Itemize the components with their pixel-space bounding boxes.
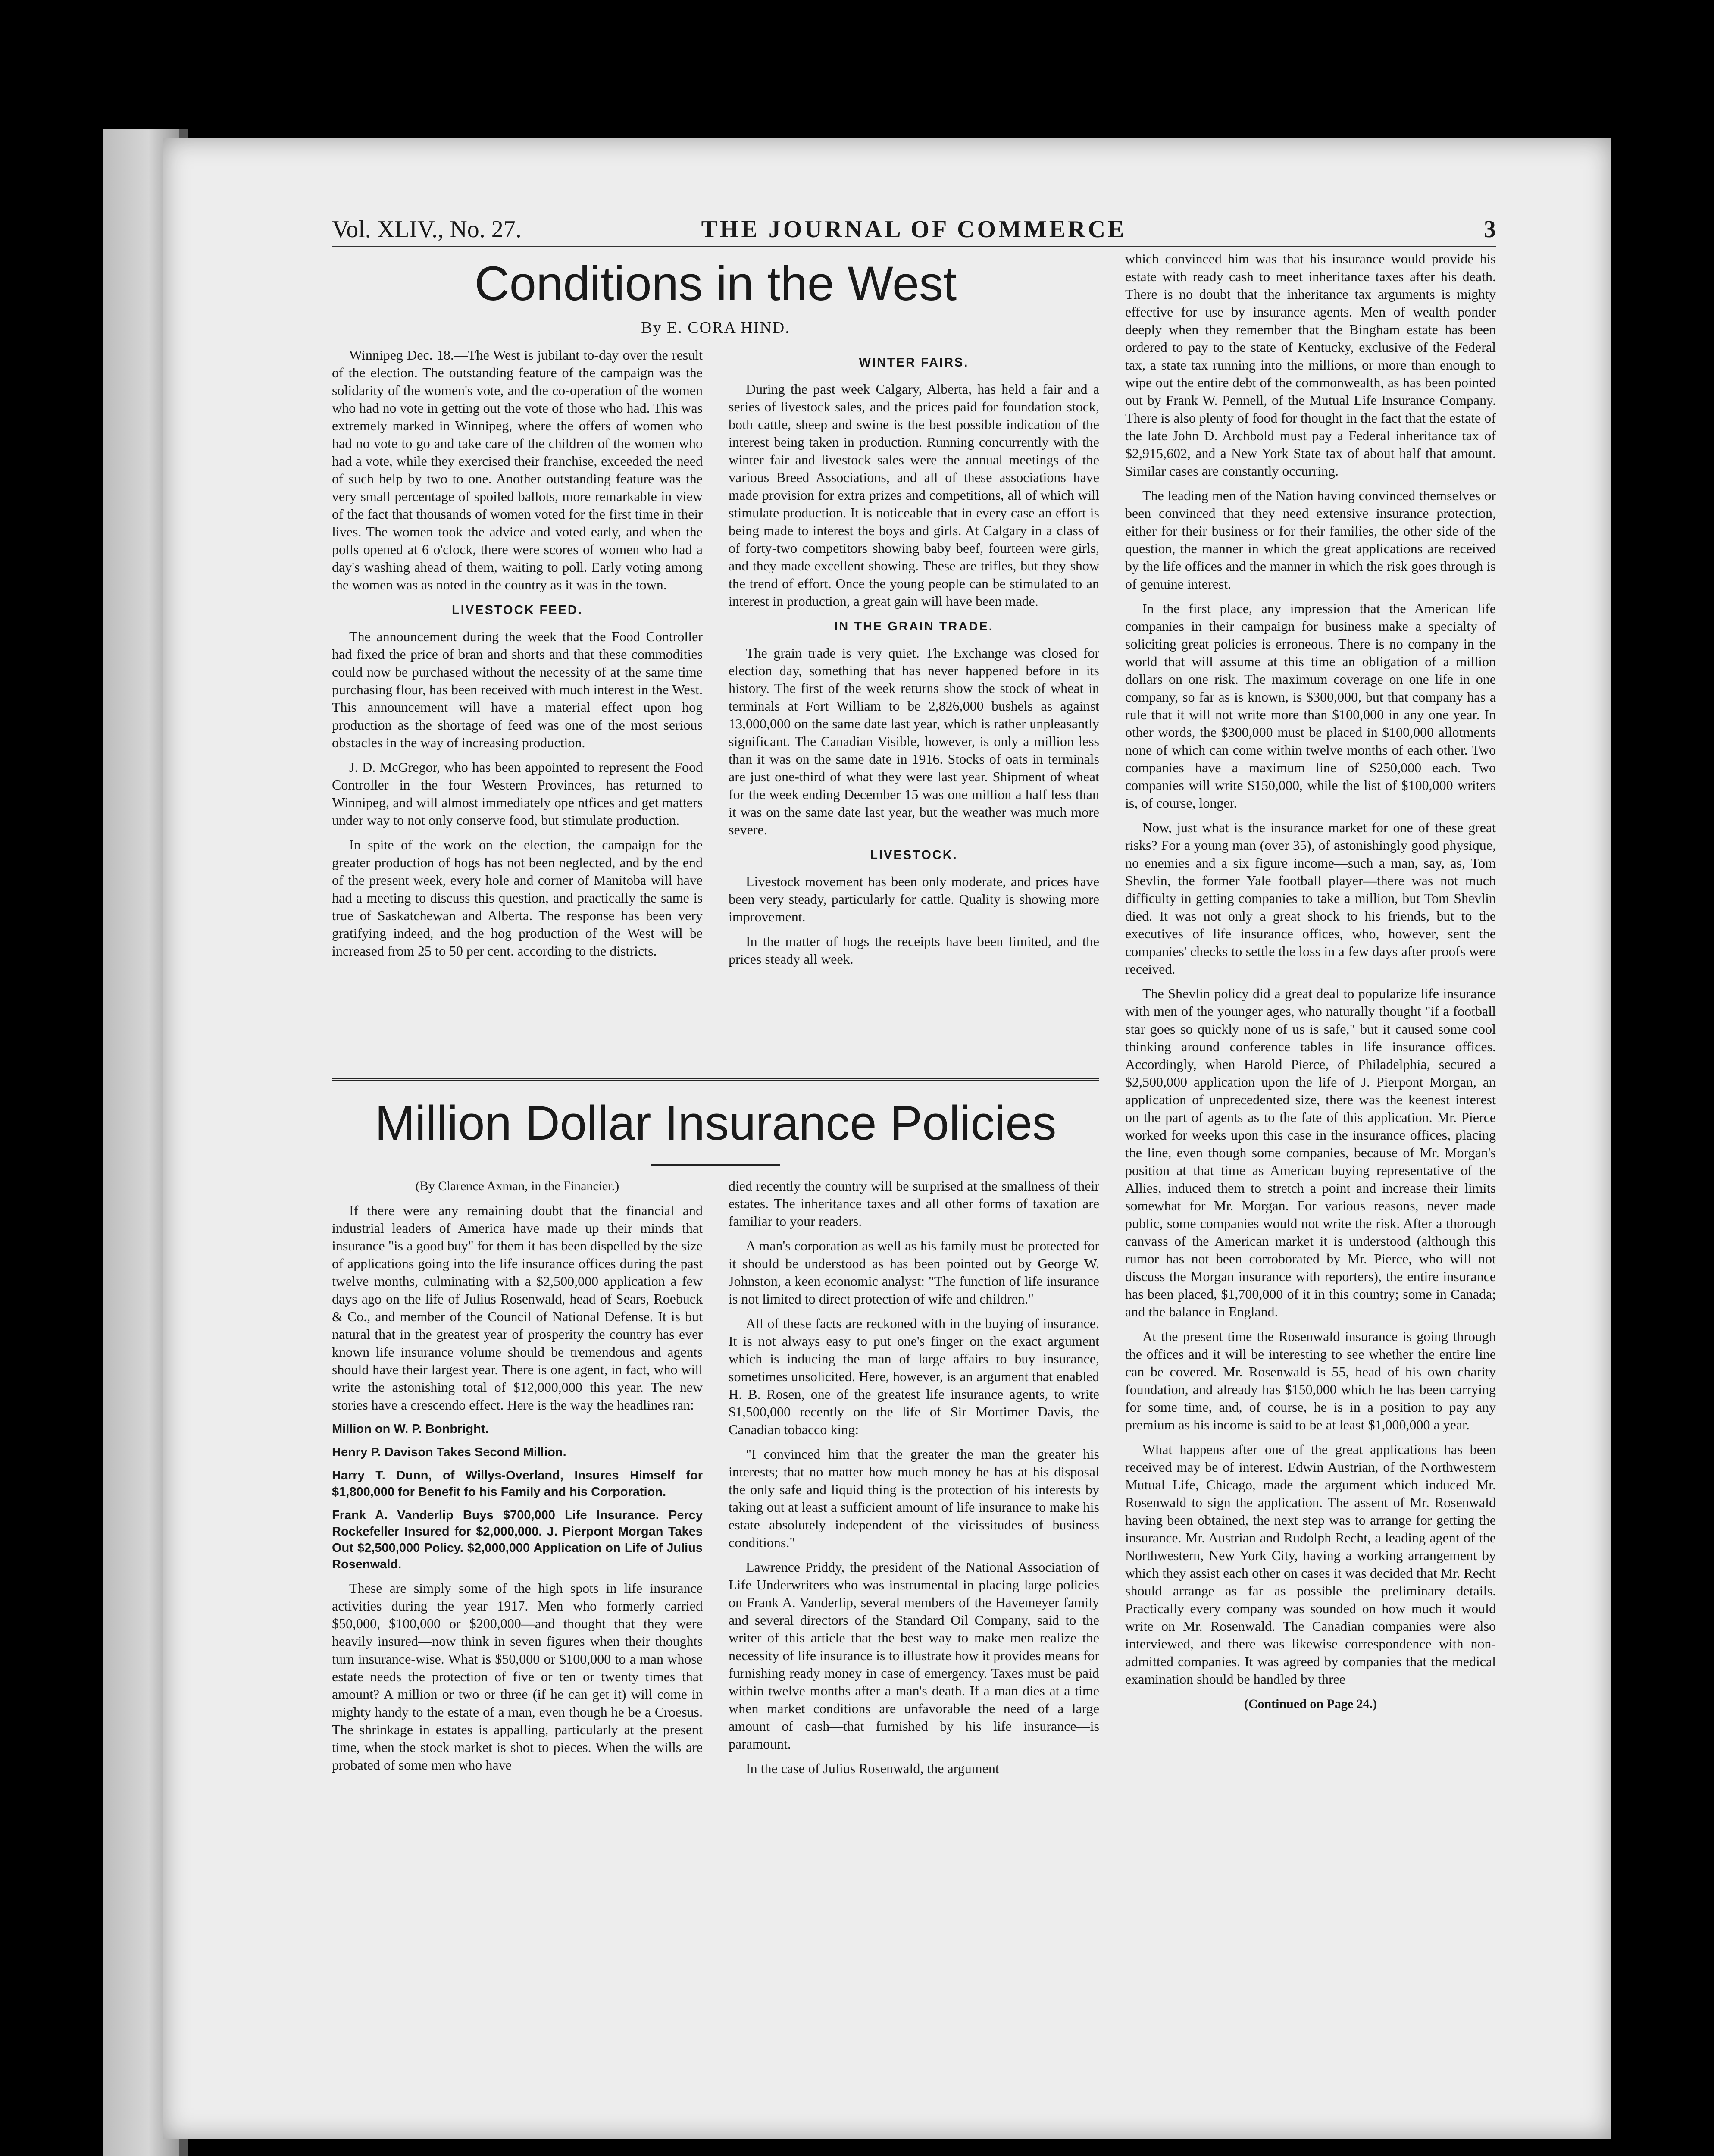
volume-number: Vol. XLIV., No. 27. <box>332 216 522 243</box>
article1-byline: By E. CORA HIND. <box>641 319 790 337</box>
paragraph: died recently the country will be surprised at the smallness of their estates. The inheritance taxes and all other forms of taxation are familiar to your readers. <box>729 1178 1099 1229</box>
article2-credit: (By Clarence Axman, in the Financier.) <box>415 1179 619 1193</box>
page-content <box>332 211 1496 1776</box>
article1-column-1 <box>332 346 703 967</box>
paragraph: J. D. McGregor, who has been appointed to represent the Food Controller in the four Western Provinces, has returned to Winnipeg, and will almost immediately ope ntfices and get matters under way to not only conserve food, but stimulate production. <box>332 759 703 828</box>
article2-column-1 <box>332 1177 703 1781</box>
paragraph: In the matter of hogs the receipts have been limited, and the prices steady all week. <box>729 934 1099 967</box>
paragraph: In spite of the work on the election, the campaign for the greater production of hogs has not been neglected, and by the end of the present week, every hole and corner of Manitoba will have had a meeting to discuss this question, and practically the same is true of Saskatchewan and Alberta. The response has been very gratifying indeed, and the hog production of the West will be increased from 25 to 50 per cent. according to the districts. <box>332 837 703 959</box>
paragraph: What happens after one of the great applications has been received may be of interest. Edwin Austrian, of the Northwestern Mutual Life, Chicago, made the argument which induced Mr. Rosenwald to sign the application. The assent of Mr. Rosenwald having been obtained, the next step was to arrange for getting the insurance. Mr. Austrian and Rudolph Recht, a leading agent of the Northwestern, New York City, having a working arrangement by which they assist each other on cases it was decided that Mr. Recht should arrange as far as possible the preliminary details. Practically every company was sounded on how much it would write on Mr. Rosenwald. The Canadian companies were also interviewed, and there was likewise correspondence with non-admitted companies. It was agreed by companies that the medical examination should be handled by three <box>1125 1442 1496 1687</box>
newspaper-page <box>163 138 1611 2139</box>
grain-trade-heading: IN THE GRAIN TRADE. <box>834 620 994 633</box>
paragraph: Lawrence Priddy, the president of the National Association of Life Underwriters who was instrumental in placing large policies on Frank A. Vanderlip, several members of the Havemeyer family and several directors of the Standard Oil Company, said to the writer of this article that the best way to make men realize the necessity of life insurance is to illustrate how it provides means for furnishing ready money in case of emergency. Taxes must be paid within twelve months after a man's death. If a man dies at a time when market conditions are unfavorable the need of a large amount of cash—that furnished by his life insurance—is paramount. <box>729 1559 1099 1752</box>
journal-title: THE JOURNAL OF COMMERCE <box>701 216 1127 243</box>
running-header <box>332 211 1496 247</box>
paragraph: A man's corporation as well as his family must be protected for it should be understood as has been pointed out by George W. Johnston, a keen economic analyst: "The function of life insurance is not limited to direct protection of wife and children." <box>729 1238 1099 1307</box>
headline-item: Million on W. P. Bonbright. <box>332 1422 489 1436</box>
paragraph: If there were any remaining doubt that the financial and industrial leaders of America have made up their minds that insurance "is a good buy" for them it has been dispelled by the size of applications going into the life insurance offices during the past twelve months, culminating with a $2,500,000 application a few days ago on the life of Julius Rosenwald, head of Sears, Roebuck & Co., and member of the Council of National Defense. It is but natural that in the greatest year of prosperity the country has ever known life insurance volume should be tremendous and agents should have their largest year. There is one agent, in fact, who will write the astonishing total of $12,000,000 this year. The new stories have a crescendo effect. Here is the way the headlines ran: <box>332 1203 703 1413</box>
article1-column-2 <box>729 346 1099 975</box>
paragraph: Winnipeg Dec. 18.—The West is jubilant to-day over the result of the election. The outstanding feature of the campaign was the solidarity of the women's vote, and the co-operation of the women who had no vote in getting out the vote of those who had. This was extremely marked in Winnipeg, where the offers of women who had no vote to go and take care of the children of the women who had a vote, while they exercised their franchise, exceeded the need of such help by two to one. Another outstanding feature was the very small percentage of spoiled ballots, more remarkable in view of the fact that thousands of women voted for the first time in their lives. The women took the advice and voted early, and when the polls opened at 6 o'clock, there were scores of women who had a day's washing ahead of them, waiting to poll. Early voting among the women was as noted in the country as it was in the town. <box>332 347 703 592</box>
paragraph: The announcement during the week that the Food Controller had fixed the price of bran and shorts and that these commodities could now be purchased without the necessity of at the same time purchasing flour, has been received with much interest in the West. This announcement will have a material effect upon hog production as the shortage of feed was one of the most serious obstacles in the way of increasing production. <box>332 629 703 750</box>
paragraph: All of these facts are reckoned with in the buying of insurance. It is not always easy to put one's finger on the exact argument which is inducing the man of large affairs to buy insurance, sometimes unsolicited. Here, however, is an argument that enabled H. B. Rosen, one of the greatest life insurance agents, to write $1,500,000 recently on the life of Sir Mortimer Davis, the Canadian tobacco king: <box>729 1316 1099 1437</box>
paragraph: These are simply some of the high spots in life insurance activities during the year 1917. Men who formerly carried $50,000, $100,000 or $200,000—and thought that they were heavily insured—now think in seven figures when their thoughts turn insurance-wise. What is $50,000 or $100,000 to a man whose estate needs the protection of five or ten or twenty times that amount? A million or two or three (if he can get it) will come in mighty handy to the estate of a man, even though he be a Croesus. The shrinkage in estates is appalling, particularly at the present time, when the stock market is shot to pieces. When the wills are probated of some men who have <box>332 1580 703 1773</box>
headline-item: Harry T. Dunn, of Willys-Overland, Insures Himself for $1,800,000 for Benefit fo his Family and his Corporation. <box>332 1469 703 1499</box>
paragraph: Livestock movement has been only moderate, and prices have been very steady, particularly for cattle. Quality is showing more improvement. <box>729 874 1099 924</box>
article2-title: Million Dollar Insurance Policies <box>375 1096 1057 1150</box>
paragraph: which convinced him was that his insurance would provide his estate with ready cash to meet inheritance taxes after his death. There is no doubt that the inheritance tax arguments is mighty effective for use by insurance agents. Men of wealth ponder deeply when they remember that the Bingham estate has been ordered to pay to the state of Kentucky, exclusive of the Federal tax, a state tax running into the millions, or more than enough to wipe out the entire debt of the commonwealth, as has been pointed out by Frank W. Pennell, of the Mutual Life Insurance Company. There is also plenty of food for thought in the fact that the estate of the late John D. Archbold must pay a Federal inheritance tax of $2,915,602, and a New York State tax of about half that amount. Similar cases are constantly occurring. <box>1125 251 1496 479</box>
article1-header <box>332 256 1099 349</box>
paragraph: In the case of Julius Rosenwald, the argument <box>746 1761 999 1776</box>
page-number: 3 <box>1484 216 1496 243</box>
paragraph: "I convinced him that the greater the man the greater his interests; that no matter how much money he has at his disposal the only safe and liquid thing is the protection of his interests by taking out at least a sufficient amount of life insurance to make his estate absolutely independent of the vicissitudes of business conditions." <box>729 1446 1099 1550</box>
paragraph: During the past week Calgary, Alberta, has held a fair and a series of livestock sales, and the prices paid for foundation stock, both cattle, sheep and swine is the best possible indication of the interest being taken in production. Running concurrently with the winter fair and livestock sales were the annual meetings of the various Breed Associations, and all of these associations have made provision for extra prizes and competitions, all of which will stimulate production. It is noticeable that in every case an effort is being made to interest the boys and girls. At Calgary in a class of of forty-two competitors showing baby beef, fourteen were girls, and they made excellent showing. These are trifles, but they show the trend of effort. Once the young people can be stimulated to an interest in production, a great gain will have been made. <box>729 381 1099 609</box>
article2-column-2 <box>729 1177 1099 1784</box>
paragraph: The leading men of the Nation having convinced themselves or been convinced that they need extensive insurance protection, either for their business or for their families, the other side of the question, the manner in which the great applications are received by the life offices and the manner in which the risk goes through is of genuine interest. <box>1125 488 1496 592</box>
article1-title: Conditions in the West <box>474 257 957 310</box>
paragraph: Now, just what is the insurance market for one of these great risks? For a young man (over 35), of astonishingly good physique, no enemies and a six figure income—such a man, say, as, Tom Shevlin, the former Yale football player—there was not much difficulty in getting companies to take a million, but Tom Shevlin died. It was not only a great shock to his friends, but to the executives of life insurance offices, who, however, sent the companies' checks to settle the loss in a few days after proofs were received. <box>1125 820 1496 977</box>
continued-note: (Continued on Page 24.) <box>1244 1697 1377 1711</box>
paragraph: In the first place, any impression that the American life companies in their campaign for business make a specialty of soliciting great policies is erroneous. There is no company in the world that will assume at this time an obligation of a million dollars on one risk. The maximum coverage on one life in one company, so far as is known, is $300,000, but that company has a rule that it will not write more than $100,000 in any one year. In other words, the $300,000 must be placed in $100,000 allotments none of which can come within twelve months of each other. Two companies have a maximum line of $250,000 each. Two companies will write $150,000, while the list of $100,000 writers is, of course, longer. <box>1125 601 1496 811</box>
paragraph: The grain trade is very quiet. The Exchange was closed for election day, something that has never happened before in its history. The first of the week returns show the stock of wheat in terminals at Fort William to be 2,826,000 bushels as against 13,000,000 on the same date last year, which is rather unpleasantly significant. The Canadian Visible, however, is only a million less than it was on the same date in 1916. Stocks of oats in terminals are just one-third of what they were last year. Shipment of wheat for the week ending December 15 was one million a half less than it was on the same date last year, but the weather was much more severe. <box>729 645 1099 837</box>
headline-item: Frank A. Vanderlip Buys $700,000 Life Insurance. Percy Rockefeller Insured for $2,000,000. J. Pierpont Morgan Takes Out $2,500,000 Policy. $2,000,000 Application on Life of Julius Rosenwald. <box>332 1508 703 1571</box>
title-rule <box>651 1164 780 1166</box>
livestock-feed-heading: LIVESTOCK FEED. <box>452 603 583 617</box>
headline-item: Henry P. Davison Takes Second Million. <box>332 1445 566 1459</box>
livestock-heading: LIVESTOCK. <box>870 848 958 862</box>
paragraph: The Shevlin policy did a great deal to popularize life insurance with men of the younger ages, who naturally thought "if a football star goes so quickly none of us is safe," but it caused some cool thinking around conference tables in life insurance offices. Accordingly, when Harold Pierce, of Philadelphia, secured a $2,500,000 application upon the life of J. Pierpont Morgan, an application of unprecedented size, there was the keenest interest on the part of agents as to the fate of this application. Mr. Pierce worked for weeks upon this case in the insurance offices, placing the line, even though some companies, because of Mr. Morgan's position at that time as American buying representative of the Allies, induced them to stretch a point and increase their limits somewhat for Mr. Morgan. For various reasons, never made public, some companies would not write the risk. After a thorough canvass of the American market it is understood (although this rumor has not been corroborated by Mr. Pierce, who will not discuss the Morgan insurance with reporters), the entire insurance has been placed, $1,700,000 of it in this country; some in Canada; and the balance in England. <box>1125 986 1496 1319</box>
winter-fairs-heading: WINTER FAIRS. <box>859 356 969 370</box>
article-divider <box>332 1078 1099 1081</box>
paragraph: At the present time the Rosenwald insurance is going through the offices and it will be interesting to see whether the entire line can be covered. Mr. Rosenwald is 55, head of his own charity foundation, and already has $150,000 which he has been carrying for some time, and, of course, he is in a position to pay any premium as his income is said to be at least $1,000,000 a year. <box>1125 1329 1496 1432</box>
right-column <box>1125 250 1496 1720</box>
